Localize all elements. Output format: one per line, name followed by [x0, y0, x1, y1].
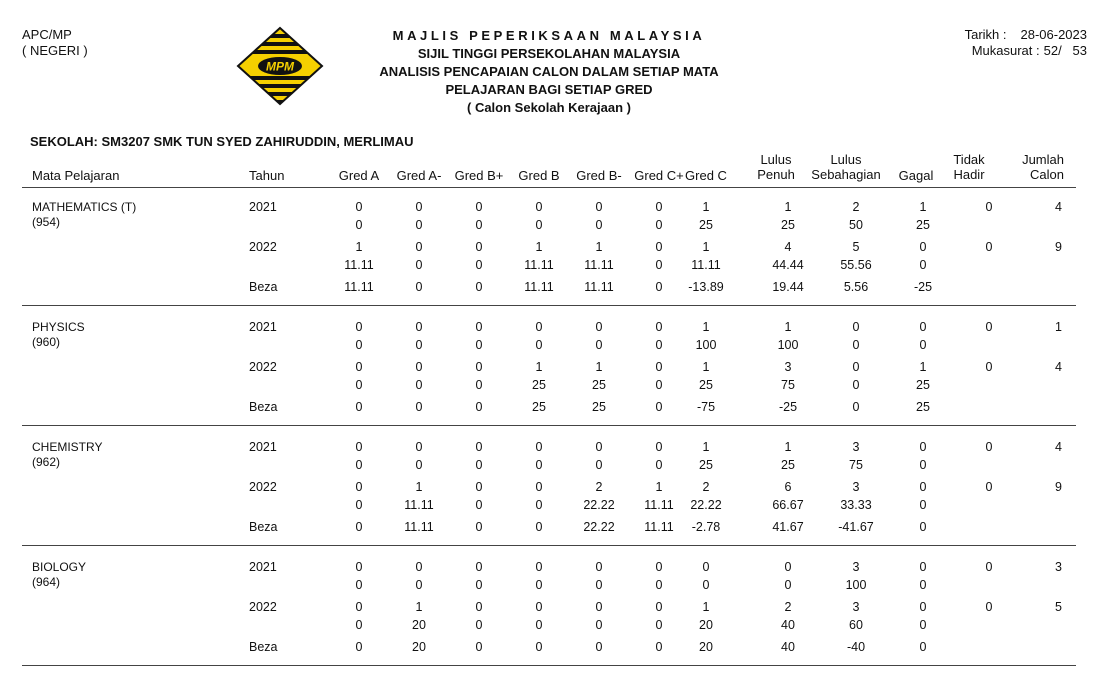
percent-cell: 33.33 — [840, 498, 872, 512]
subject-name: CHEMISTRY — [32, 440, 103, 454]
percent-cell: 0 — [475, 378, 483, 392]
header-lulus-sebahagian-line2: Sebahagian — [811, 167, 881, 182]
header-separator — [22, 187, 1076, 188]
count-cell: 0 — [919, 320, 927, 334]
percent-cell: 75 — [849, 458, 863, 472]
percent-cell: 0 — [595, 218, 603, 232]
count-cell: 1 — [415, 480, 423, 494]
percent-cell: 0 — [475, 578, 483, 592]
count-cell: 0 — [355, 480, 363, 494]
percent-cell: 100 — [845, 578, 867, 592]
percent-cell: 0 — [535, 338, 543, 352]
percent-cell: 20 — [699, 618, 713, 632]
report-title — [330, 27, 768, 117]
beza-cell: 22.22 — [583, 520, 615, 534]
percent-cell: 0 — [355, 458, 363, 472]
count-cell: 0 — [919, 480, 927, 494]
count-cell: 0 — [535, 440, 543, 454]
subject-code: (964) — [32, 575, 61, 589]
jumlah-calon-cell: 4 — [1055, 200, 1062, 214]
count-cell: 0 — [655, 600, 663, 614]
beza-cell: 0 — [919, 520, 927, 534]
subject-code: (962) — [32, 455, 61, 469]
count-cell: 0 — [784, 560, 792, 574]
percent-cell: 100 — [777, 338, 799, 352]
header-subject: Mata Pelajaran — [32, 168, 120, 183]
count-cell: 3 — [784, 360, 792, 374]
count-cell: 3 — [852, 480, 860, 494]
beza-label: Beza — [249, 520, 278, 534]
count-cell: 0 — [852, 360, 860, 374]
header-jumlah-calon-line2: Calon — [1030, 167, 1064, 182]
count-cell: 0 — [535, 200, 543, 214]
jumlah-calon-cell: 1 — [1055, 320, 1062, 334]
tidak-hadir-cell: 0 — [985, 440, 993, 454]
count-cell: 0 — [415, 240, 423, 254]
header-lulus-penuh-line1: Lulus — [760, 152, 792, 167]
percent-cell: 25 — [699, 458, 713, 472]
percent-cell: 0 — [655, 378, 663, 392]
percent-cell: 66.67 — [772, 498, 804, 512]
tidak-hadir-cell: 0 — [985, 560, 993, 574]
percent-cell: 0 — [655, 458, 663, 472]
tidak-hadir-cell: 0 — [985, 360, 993, 374]
count-cell: 0 — [919, 440, 927, 454]
beza-cell: 11.11 — [644, 520, 674, 534]
count-cell: 0 — [919, 560, 927, 574]
count-cell: 0 — [475, 480, 483, 494]
tidak-hadir-cell: 0 — [985, 200, 993, 214]
percent-cell: 0 — [415, 258, 423, 272]
percent-cell: 25 — [699, 218, 713, 232]
count-cell: 0 — [535, 560, 543, 574]
percent-cell: 25 — [699, 378, 713, 392]
percent-cell: 0 — [655, 578, 663, 592]
count-cell: 0 — [415, 560, 423, 574]
count-cell: 1 — [702, 360, 710, 374]
beza-cell: 40 — [781, 640, 795, 654]
header-lulus-penuh-line2: Penuh — [757, 167, 795, 182]
jumlah-calon-cell: 3 — [1055, 560, 1062, 574]
percent-cell: 0 — [535, 458, 543, 472]
header-jumlah-calon — [1022, 152, 1064, 182]
percent-cell: 0 — [475, 338, 483, 352]
jumlah-calon-cell: 9 — [1055, 240, 1062, 254]
beza-cell: 0 — [535, 640, 543, 654]
percent-cell: 100 — [695, 338, 717, 352]
percent-cell: 0 — [919, 578, 927, 592]
year-cell: 2021 — [249, 440, 277, 454]
percent-cell: 0 — [475, 618, 483, 632]
percent-cell: 0 — [702, 578, 710, 592]
beza-label: Beza — [249, 640, 278, 654]
title-line-2: SIJIL TINGGI PERSEKOLAHAN MALAYSIA — [417, 46, 681, 61]
percent-cell: 0 — [655, 258, 663, 272]
count-cell: 0 — [535, 320, 543, 334]
percent-cell: 0 — [355, 338, 363, 352]
count-cell: 1 — [535, 360, 543, 374]
mpm-logo — [236, 26, 324, 106]
count-cell: 0 — [655, 200, 663, 214]
count-cell: 3 — [852, 600, 860, 614]
logo-text: MPM — [266, 59, 294, 74]
header-tidak-hadir — [953, 152, 984, 182]
count-cell: 1 — [702, 200, 710, 214]
percent-cell: 0 — [535, 578, 543, 592]
percent-cell: 0 — [415, 578, 423, 592]
header-year: Tahun — [249, 168, 285, 183]
count-cell: 0 — [475, 440, 483, 454]
percent-cell: 11.11 — [404, 498, 434, 512]
percent-cell: 0 — [655, 218, 663, 232]
beza-cell: 0 — [475, 400, 483, 414]
percent-cell: 22.22 — [583, 498, 615, 512]
count-cell: 0 — [355, 200, 363, 214]
percent-cell: 0 — [784, 578, 792, 592]
year-cell: 2021 — [249, 320, 277, 334]
percent-cell: 11.11 — [691, 258, 721, 272]
count-cell: 1 — [702, 240, 710, 254]
percent-cell: 0 — [535, 218, 543, 232]
beza-cell: 11.11 — [344, 280, 374, 294]
beza-cell: 5.56 — [843, 280, 869, 294]
percent-cell: 0 — [415, 378, 423, 392]
count-cell: 0 — [475, 360, 483, 374]
count-cell: 1 — [702, 320, 710, 334]
tidak-hadir-cell: 0 — [985, 600, 993, 614]
percent-cell: 0 — [852, 378, 860, 392]
tidak-hadir-cell: 0 — [985, 320, 993, 334]
count-cell: 0 — [595, 600, 603, 614]
beza-cell: 41.67 — [772, 520, 804, 534]
count-cell: 0 — [415, 360, 423, 374]
percent-cell: 0 — [355, 578, 363, 592]
count-cell: 0 — [415, 440, 423, 454]
header-lulus-penuh — [757, 152, 795, 182]
count-cell: 1 — [595, 240, 603, 254]
subject-code: (960) — [32, 335, 61, 349]
beza-cell: 0 — [415, 400, 423, 414]
count-cell: 0 — [475, 200, 483, 214]
beza-cell: 19.44 — [772, 280, 804, 294]
title-line-3: ANALISIS PENCAPAIAN CALON DALAM SETIAP MATA — [379, 64, 719, 79]
header-gredb: Gred B — [518, 168, 560, 183]
count-cell: 0 — [415, 320, 423, 334]
percent-cell: 40 — [781, 618, 795, 632]
percent-cell: 11.11 — [344, 258, 374, 272]
row-separator — [22, 425, 1076, 426]
year-cell: 2022 — [249, 240, 277, 254]
count-cell: 0 — [595, 440, 603, 454]
count-cell: 0 — [355, 440, 363, 454]
header-gredc: Gred C — [685, 168, 727, 183]
percent-cell: 0 — [475, 258, 483, 272]
percent-cell: 0 — [655, 338, 663, 352]
beza-cell: 20 — [412, 640, 426, 654]
beza-cell: 11.11 — [584, 280, 614, 294]
beza-cell: 25 — [532, 400, 546, 414]
report-code-line2: ( NEGERI ) — [22, 43, 88, 58]
school-name: SEKOLAH: SM3207 SMK TUN SYED ZAHIRUDDIN, MERLIMAU — [30, 134, 414, 149]
header-gagal: Gagal — [898, 168, 934, 183]
beza-cell: 0 — [415, 280, 423, 294]
beza-cell: 0 — [655, 400, 663, 414]
beza-cell: -2.78 — [691, 520, 721, 534]
beza-cell: 20 — [699, 640, 713, 654]
percent-cell: 11.11 — [584, 258, 614, 272]
count-cell: 0 — [475, 600, 483, 614]
header-greda: Gred A — [338, 168, 380, 183]
percent-cell: 0 — [655, 618, 663, 632]
date-label: Tarikh : — [964, 27, 1007, 42]
count-cell: 0 — [655, 360, 663, 374]
count-cell: 0 — [535, 600, 543, 614]
percent-cell: 0 — [475, 458, 483, 472]
beza-cell: 0 — [475, 520, 483, 534]
year-cell: 2021 — [249, 560, 277, 574]
subject-name: PHYSICS — [32, 320, 85, 334]
beza-cell: 25 — [592, 400, 606, 414]
count-cell: 6 — [784, 480, 792, 494]
percent-cell: 0 — [355, 218, 363, 232]
count-cell: 1 — [595, 360, 603, 374]
percent-cell: 0 — [415, 458, 423, 472]
count-cell: 0 — [415, 200, 423, 214]
beza-cell: 0 — [475, 640, 483, 654]
beza-cell: -25 — [913, 280, 933, 294]
beza-cell: 0 — [655, 280, 663, 294]
count-cell: 2 — [702, 480, 710, 494]
percent-cell: 0 — [415, 218, 423, 232]
percent-cell: 25 — [781, 218, 795, 232]
percent-cell: 11.11 — [524, 258, 554, 272]
count-cell: 2 — [784, 600, 792, 614]
percent-cell: 0 — [535, 498, 543, 512]
count-cell: 3 — [852, 560, 860, 574]
row-separator — [22, 665, 1076, 666]
count-cell: 0 — [919, 240, 927, 254]
percent-cell: 0 — [919, 618, 927, 632]
count-cell: 1 — [784, 320, 792, 334]
report-code-line1: APC/MP — [22, 27, 72, 42]
beza-cell: -40 — [846, 640, 866, 654]
percent-cell: 0 — [595, 338, 603, 352]
percent-cell: 25 — [916, 218, 930, 232]
count-cell: 0 — [475, 560, 483, 574]
count-cell: 0 — [355, 320, 363, 334]
percent-cell: 75 — [781, 378, 795, 392]
header-lulus-sebahagian-line1: Lulus — [830, 152, 862, 167]
beza-cell: 0 — [355, 400, 363, 414]
beza-cell: 0 — [655, 640, 663, 654]
percent-cell: 0 — [535, 618, 543, 632]
count-cell: 1 — [702, 600, 710, 614]
count-cell: 1 — [415, 600, 423, 614]
percent-cell: 0 — [355, 618, 363, 632]
percent-cell: 0 — [595, 618, 603, 632]
count-cell: 4 — [784, 240, 792, 254]
tidak-hadir-cell: 0 — [985, 480, 993, 494]
percent-cell: 0 — [475, 218, 483, 232]
count-cell: 1 — [702, 440, 710, 454]
date-value: 28-06-2023 — [1020, 27, 1087, 42]
percent-cell: 0 — [355, 498, 363, 512]
count-cell: 0 — [852, 320, 860, 334]
count-cell: 1 — [655, 480, 663, 494]
count-cell: 0 — [655, 560, 663, 574]
jumlah-calon-cell: 4 — [1055, 360, 1062, 374]
page-label: Mukasurat : — [971, 43, 1040, 58]
percent-cell: 0 — [595, 458, 603, 472]
count-cell: 1 — [784, 440, 792, 454]
beza-label: Beza — [249, 280, 278, 294]
beza-cell: 25 — [916, 400, 930, 414]
header-tidak-hadir-line1: Tidak — [953, 152, 985, 167]
percent-cell: 0 — [919, 458, 927, 472]
count-cell: 1 — [919, 200, 927, 214]
row-separator — [22, 305, 1076, 306]
beza-cell: -41.67 — [838, 520, 874, 534]
year-cell: 2022 — [249, 360, 277, 374]
header-tidak-hadir-line2: Hadir — [953, 167, 985, 182]
beza-cell: 11.11 — [404, 520, 434, 534]
header-jumlah-calon-line1: Jumlah — [1022, 152, 1064, 167]
beza-cell: 11.11 — [524, 280, 554, 294]
count-cell: 0 — [655, 440, 663, 454]
header-gredcplus: Gred C+ — [634, 168, 684, 183]
jumlah-calon-cell: 9 — [1055, 480, 1062, 494]
count-cell: 0 — [475, 320, 483, 334]
year-cell: 2021 — [249, 200, 277, 214]
beza-cell: 0 — [355, 640, 363, 654]
percent-cell: 11.11 — [644, 498, 674, 512]
count-cell: 0 — [655, 240, 663, 254]
percent-cell: 60 — [849, 618, 863, 632]
subject-name: MATHEMATICS (T) — [32, 200, 137, 214]
year-cell: 2022 — [249, 600, 277, 614]
tidak-hadir-cell: 0 — [985, 240, 993, 254]
count-cell: 3 — [852, 440, 860, 454]
count-cell: 2 — [595, 480, 603, 494]
beza-cell: 0 — [475, 280, 483, 294]
beza-cell: 0 — [535, 520, 543, 534]
page-value: 52/ 53 — [1043, 43, 1087, 58]
count-cell: 0 — [355, 560, 363, 574]
count-cell: 0 — [475, 240, 483, 254]
title-line-1: MAJLIS PEPERIKSAAN MALAYSIA — [392, 28, 706, 43]
beza-cell: -25 — [778, 400, 798, 414]
count-cell: 0 — [595, 320, 603, 334]
beza-cell: -13.89 — [688, 280, 724, 294]
beza-cell: 0 — [595, 640, 603, 654]
report-meta — [965, 27, 1087, 59]
count-cell: 0 — [535, 480, 543, 494]
percent-cell: 25 — [532, 378, 546, 392]
count-cell: 1 — [919, 360, 927, 374]
beza-label: Beza — [249, 400, 278, 414]
percent-cell: 20 — [412, 618, 426, 632]
percent-cell: 25 — [592, 378, 606, 392]
percent-cell: 0 — [595, 578, 603, 592]
percent-cell: 0 — [852, 338, 860, 352]
percent-cell: 55.56 — [840, 258, 872, 272]
header-lulus-sebahagian — [811, 152, 880, 182]
count-cell: 0 — [655, 320, 663, 334]
percent-cell: 0 — [919, 258, 927, 272]
percent-cell: 0 — [475, 498, 483, 512]
percent-cell: 0 — [919, 498, 927, 512]
count-cell: 1 — [355, 240, 363, 254]
row-separator — [22, 545, 1076, 546]
count-cell: 0 — [595, 200, 603, 214]
percent-cell: 0 — [355, 378, 363, 392]
count-cell: 0 — [595, 560, 603, 574]
beza-cell: 0 — [919, 640, 927, 654]
beza-cell: 0 — [355, 520, 363, 534]
jumlah-calon-cell: 5 — [1055, 600, 1062, 614]
count-cell: 0 — [355, 600, 363, 614]
percent-cell: 25 — [916, 378, 930, 392]
count-cell: 1 — [535, 240, 543, 254]
header-gredbplus: Gred B+ — [454, 168, 504, 183]
count-cell: 2 — [852, 200, 860, 214]
title-line-5: ( Calon Sekolah Kerajaan ) — [467, 100, 631, 115]
subject-name: BIOLOGY — [32, 560, 87, 574]
count-cell: 1 — [784, 200, 792, 214]
count-cell: 0 — [919, 600, 927, 614]
beza-cell: 0 — [852, 400, 860, 414]
percent-cell: 0 — [415, 338, 423, 352]
subject-code: (954) — [32, 215, 61, 229]
beza-cell: -75 — [696, 400, 716, 414]
count-cell: 5 — [852, 240, 860, 254]
count-cell: 0 — [702, 560, 710, 574]
percent-cell: 0 — [919, 338, 927, 352]
percent-cell: 50 — [849, 218, 863, 232]
percent-cell: 22.22 — [690, 498, 722, 512]
report-code — [22, 27, 88, 59]
header-gredb-minus: Gred B- — [576, 168, 622, 183]
jumlah-calon-cell: 4 — [1055, 440, 1062, 454]
title-line-4: PELAJARAN BAGI SETIAP GRED — [445, 82, 653, 97]
header-greda-minus: Gred A- — [396, 168, 442, 183]
count-cell: 0 — [355, 360, 363, 374]
percent-cell: 25 — [781, 458, 795, 472]
year-cell: 2022 — [249, 480, 277, 494]
percent-cell: 44.44 — [772, 258, 804, 272]
